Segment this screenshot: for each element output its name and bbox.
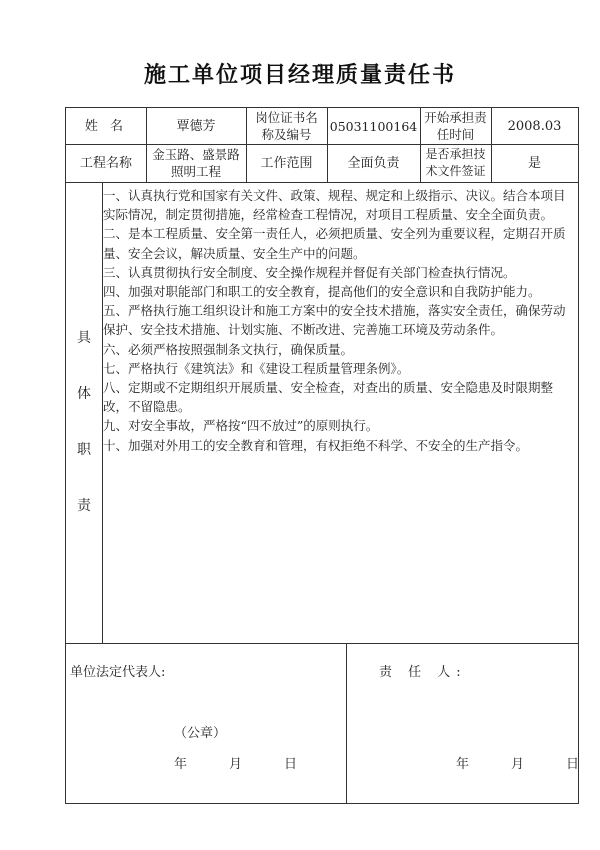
cert-label: 岗位证书名称及编号: [255, 110, 318, 142]
date-month: 月: [511, 757, 525, 772]
duty-item: 一、认真执行党和国家有关文件、政策、规程、规定和上级指示、决议。结合本项目实际情况，制定贯彻措施，经常检查工程情况，对项目工程质量、安全全面负责。: [103, 188, 566, 223]
date-year: 年: [174, 757, 188, 772]
date-day: 日: [566, 757, 580, 772]
work-scope-label: 工作范围: [260, 155, 313, 171]
duties-label-char: 体: [77, 386, 91, 402]
name-label: 姓 名: [84, 118, 128, 134]
duties-list: [103, 186, 575, 455]
duty-item: 三、认真贯彻执行安全制度、安全操作规程并督促有关部门检查执行情况。: [103, 264, 516, 280]
date-month: 月: [229, 757, 243, 772]
document-title: 施工单位项目经理质量责任书: [143, 63, 456, 88]
tech-signoff-value: 是: [527, 155, 541, 171]
duty-item: 八、定期或不定期组织开展质量、安全检查，对查出的质量、安全隐患及时限期整改，不留隐患。: [103, 380, 554, 415]
column-divider: [346, 643, 347, 803]
duty-item: 十、加强对外用工的安全教育和管理，有权拒绝不科学、不安全的生产指令。: [103, 437, 529, 453]
duties-label-char: 具: [77, 330, 91, 346]
project-name-value: 金玉路、盛景路照明工程: [152, 147, 240, 179]
duties-side-label: [66, 183, 102, 659]
responsible-person-date: [456, 753, 579, 772]
duties-label-char: 责: [77, 498, 91, 514]
tech-signoff-label: 是否承担技术文件签证: [425, 147, 486, 178]
duty-item: 五、严格执行施工组织设计和施工方案中的安全技术措施，落实安全责任，确保劳动保护、安全技术措施、计划实施、不断改进、完善施工环境及劳动条件。: [103, 303, 566, 338]
row-divider: [66, 643, 578, 644]
start-time-value: 2008.03: [507, 118, 562, 134]
name-value: 覃德芳: [176, 118, 216, 134]
date-day: 日: [284, 757, 298, 772]
date-year: 年: [456, 757, 470, 772]
duty-item: 七、严格执行《建筑法》和《建设工程质量管理条例》。: [103, 360, 410, 376]
row-divider: [66, 182, 578, 183]
project-name-label: 工程名称: [79, 155, 132, 171]
duty-item: 四、加强对职能部门和职工的安全教育，提高他们的安全意识和自我防护能力。: [103, 284, 541, 300]
duty-item: 六、必须严格按照强制条文执行，确保质量。: [103, 341, 354, 357]
responsibility-table: [65, 107, 579, 804]
work-scope-value: 全面负责: [347, 155, 400, 171]
responsible-person-label: 责 任 人:: [379, 665, 467, 680]
legal-representative-label: 单位法定代表人:: [70, 665, 166, 680]
duty-item: 九、对安全事故，严格按“四不放过”的原则执行。: [103, 418, 379, 434]
start-time-label: 开始承担责任时间: [424, 110, 487, 142]
cert-value: 05031100164: [329, 118, 418, 134]
legal-rep-date: [174, 753, 297, 772]
official-seal-text: （公章）: [174, 726, 227, 741]
duty-item: 二、是本工程质量、安全第一责任人，必须把质量、安全列为重要议程，定期召开质量、安全会议，解决质量、安全生产中的问题。: [103, 226, 566, 261]
duties-label-char: 职: [77, 442, 91, 458]
